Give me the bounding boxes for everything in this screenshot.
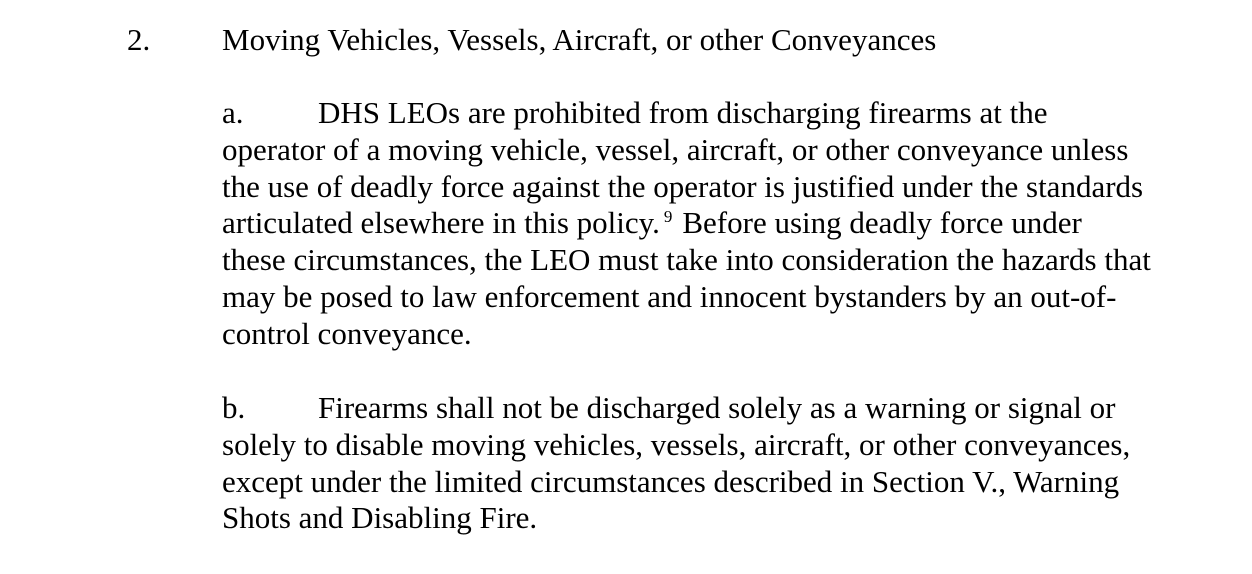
paragraph-line: operator of a moving vehicle, vessel, aircraft, or other conveyance unless: [222, 131, 1129, 167]
paragraph-line: these circumstances, the LEO must take into consideration the hazards that: [222, 242, 1151, 278]
paragraph-line: the use of deadly force against the operator is justified under the standards: [222, 168, 1144, 204]
paragraph-line: [222, 390, 1212, 427]
paragraph-line: Shots and Disabling Fire.: [222, 500, 538, 536]
paragraph-b: [222, 390, 1212, 537]
paragraph-line: control conveyance.: [222, 315, 472, 351]
paragraph-marker: b.: [222, 390, 246, 425]
paragraph-text: Firearms shall not be discharged solely as a warning or signal or: [318, 390, 1116, 425]
paragraph-text: articulated elsewhere in this policy.: [222, 205, 660, 241]
section-number: 2.: [127, 22, 151, 57]
paragraph-text: DHS LEOs are prohibited from discharging firearms at the: [318, 95, 1048, 130]
paragraph-line: [222, 205, 1212, 242]
paragraph-a: [222, 95, 1212, 353]
paragraph-line: may be posed to law enforcement and innocent bystanders by an out-of-: [222, 278, 1117, 314]
paragraph-marker: a.: [222, 95, 244, 130]
paragraph-line: solely to disable moving vehicles, vessels, aircraft, or other conveyances,: [222, 426, 1131, 462]
section-heading: Moving Vehicles, Vessels, Aircraft, or other Conveyances: [222, 22, 937, 57]
paragraph-line: except under the limited circumstances described in Section V., Warning: [222, 463, 1120, 499]
paragraph-text: Before using deadly force under: [682, 205, 1082, 241]
paragraph-line: [222, 95, 1212, 132]
footnote-reference[interactable]: 9: [663, 207, 673, 227]
